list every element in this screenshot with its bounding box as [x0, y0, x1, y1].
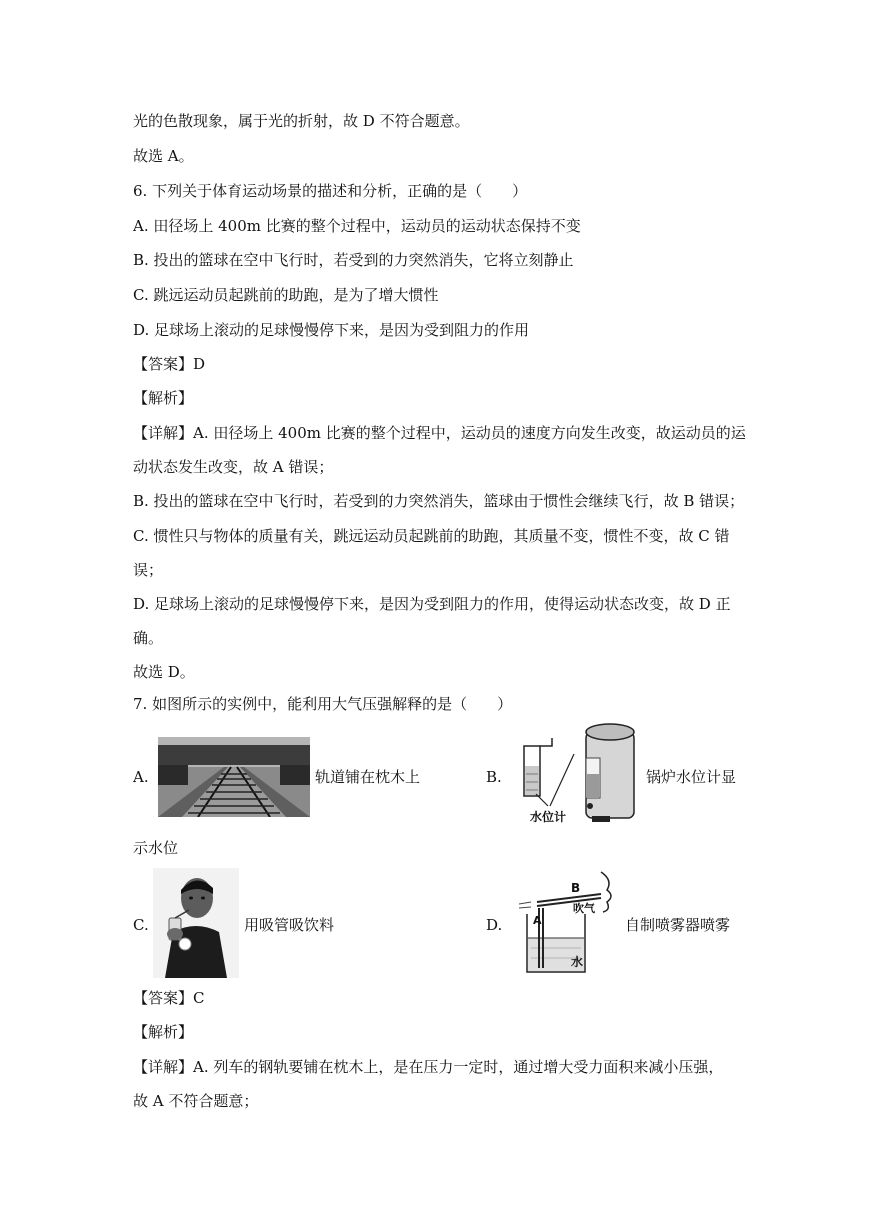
- boiler-water-gauge-image: [512, 718, 642, 828]
- sprayer-label-blow: 吹气: [573, 902, 595, 915]
- boiler-gauge-label: 水位计: [530, 810, 567, 824]
- question-6-answer: 【答案】D: [133, 355, 206, 373]
- question-6-detail: 确。: [133, 629, 164, 647]
- question-6-detail: B. 投出的篮球在空中飞行时，若受到的力突然消失，篮球由于惯性会继续飞行，故 B 错误；: [133, 492, 745, 510]
- question-6-option-a: A. 田径场上 400m 比赛的整个过程中，运动员的运动状态保持不变: [133, 217, 581, 235]
- option-d-caption: 自制喷雾器喷雾: [625, 916, 731, 934]
- option-b-caption: 锅炉水位计显: [646, 768, 737, 786]
- question-6-detail: 误；: [133, 561, 164, 579]
- option-c-letter: C.: [133, 916, 149, 934]
- option-d-letter: D.: [486, 916, 503, 934]
- question-7-detail: 故 A 不符合题意；: [133, 1092, 259, 1110]
- question-6-detail: C. 惯性只与物体的质量有关，跳远运动员起跳前的助跑，其质量不变，惯性不变，故 C 错: [133, 527, 730, 545]
- option-a-letter: A.: [133, 768, 149, 786]
- question-7-analysis-heading: 【解析】: [133, 1023, 194, 1041]
- question-6-option-d: D. 足球场上滚动的足球慢慢停下来，是因为受到阻力的作用: [133, 321, 530, 339]
- option-c-caption: 用吸管吸饮料: [244, 916, 335, 934]
- text-line: 光的色散现象，属于光的折射，故 D 不符合题意。: [133, 112, 470, 130]
- question-6-option-c: C. 跳远运动员起跳前的助跑，是为了增大惯性: [133, 286, 439, 304]
- question-6-analysis-heading: 【解析】: [133, 389, 194, 407]
- sprayer-label-b: B: [571, 881, 581, 895]
- boy-drinking-with-straw-image: [153, 868, 239, 978]
- question-6-detail: D. 足球场上滚动的足球慢慢停下来，是因为受到阻力的作用，使得运动状态改变，故 D 正: [133, 595, 731, 613]
- question-7-answer: 【答案】C: [133, 989, 205, 1007]
- option-a-caption: 轨道铺在枕木上: [315, 768, 421, 786]
- text-line: 故选 A。: [133, 147, 194, 165]
- question-6-detail: 动状态发生改变，故 A 错误；: [133, 458, 334, 476]
- question-6-detail: 【详解】A. 田径场上 400m 比赛的整个过程中，运动员的速度方向发生改变，故运动员的运: [133, 424, 746, 442]
- option-b-caption-continued: 示水位: [133, 839, 179, 857]
- sprayer-label-a: A: [533, 914, 542, 927]
- question-7-detail: 【详解】A. 列车的钢轨要铺在枕木上，是在压力一定时，通过增大受力面积来减小压强，: [133, 1058, 724, 1076]
- option-b-letter: B.: [486, 768, 502, 786]
- sprayer-label-water: 水: [571, 955, 584, 969]
- railway-track-image: [158, 737, 310, 817]
- question-6-option-b: B. 投出的篮球在空中飞行时，若受到的力突然消失，它将立刻静止: [133, 251, 574, 269]
- question-7-stem: 7. 如图所示的实例中，能利用大气压强解释的是（ ）: [133, 695, 513, 713]
- question-6-conclusion: 故选 D。: [133, 663, 195, 681]
- question-6-stem: 6. 下列关于体育运动场景的描述和分析，正确的是（ ）: [133, 182, 528, 200]
- homemade-sprayer-image: [509, 868, 621, 978]
